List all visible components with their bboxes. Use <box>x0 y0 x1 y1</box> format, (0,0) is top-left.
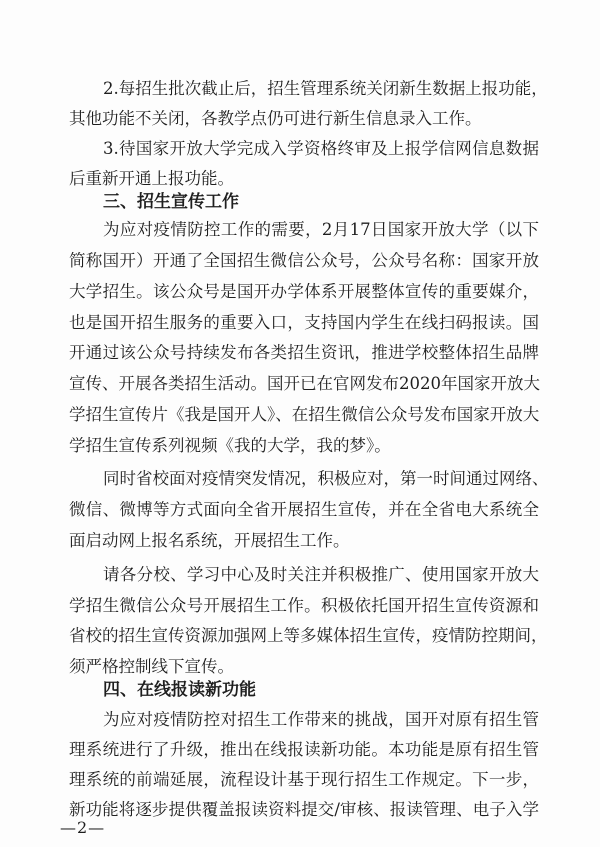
section-heading: 四、在线报读新功能 <box>103 680 256 700</box>
paragraph-line: 学招生宣传片《我是国开人》、在招生微信公众号发布国家开放大 <box>69 405 540 424</box>
paragraph-line: 理系统的前端延展，流程设计基于现行招生工作规定。下一步， <box>69 770 539 789</box>
paragraph-line: 同时省校面对疫情突发情况，积极应对，第一时间通过网络、 <box>103 469 549 488</box>
paragraph-line: 3.待国家开放大学完成入学资格终审及上报学信网信息数据 <box>103 139 539 158</box>
paragraph-line: 为应对疫情防控工作的需要，2月17日国家开放大学（以下 <box>103 220 539 239</box>
section-heading: 三、招生宣传工作 <box>103 192 239 212</box>
paragraph-line: 理系统进行了升级，推出在线报读新功能。本功能是原有招生管 <box>69 740 539 759</box>
page-number: —2— <box>60 818 106 837</box>
paragraph-line: 学招生宣传系列视频《我的大学，我的梦》。 <box>69 436 391 455</box>
paragraph-line: 宣传、开展各类招生活动。国开已在官网发布2020年国家开放大 <box>69 374 540 393</box>
paragraph-line: 简称国开）开通了全国招生微信公众号，公众号名称：国家开放 <box>69 251 539 270</box>
paragraph-line: 也是国开招生服务的重要入口，支持国内学生在线扫码报读。国 <box>69 313 539 332</box>
paragraph-line: 开通过该公众号持续发布各类招生资讯，推进学校整体招生品牌 <box>69 343 539 362</box>
paragraph-line: 请各分校、学习中心及时关注并积极推广、使用国家开放大 <box>103 565 539 584</box>
paragraph-line: 面启动网上报名系统，开展招生工作。 <box>69 531 350 550</box>
paragraph-line: 后重新开通上报功能。 <box>69 169 234 188</box>
paragraph-line: 学招生微信公众号开展招生工作。积极依托国开招生宣传资源和 <box>69 596 539 615</box>
paragraph-line: 其他功能不关闭，各教学点仍可进行新生信息录入工作。 <box>69 109 482 128</box>
paragraph-line: 大学招生。该公众号是国开办学体系开展整体宣传的重要媒介， <box>69 282 539 301</box>
paragraph-line: 2.每招生批次截止后，招生管理系统关闭新生数据上报功能， <box>103 79 548 98</box>
paragraph-line: 须严格控制线下宣传。 <box>69 657 234 676</box>
paragraph-line: 新功能将逐步提供覆盖报读资料提交/审核、报读管理、电子入学 <box>69 800 539 819</box>
paragraph-line: 为应对疫情防控对招生工作带来的挑战，国开对原有招生管 <box>103 710 539 729</box>
paragraph-line: 微信、微博等方式面向全省开展招生宣传，并在全省电大系统全 <box>69 500 539 519</box>
paragraph-line: 省校的招生宣传资源加强网上等多媒体招生宣传，疫情防控期间， <box>69 626 548 645</box>
